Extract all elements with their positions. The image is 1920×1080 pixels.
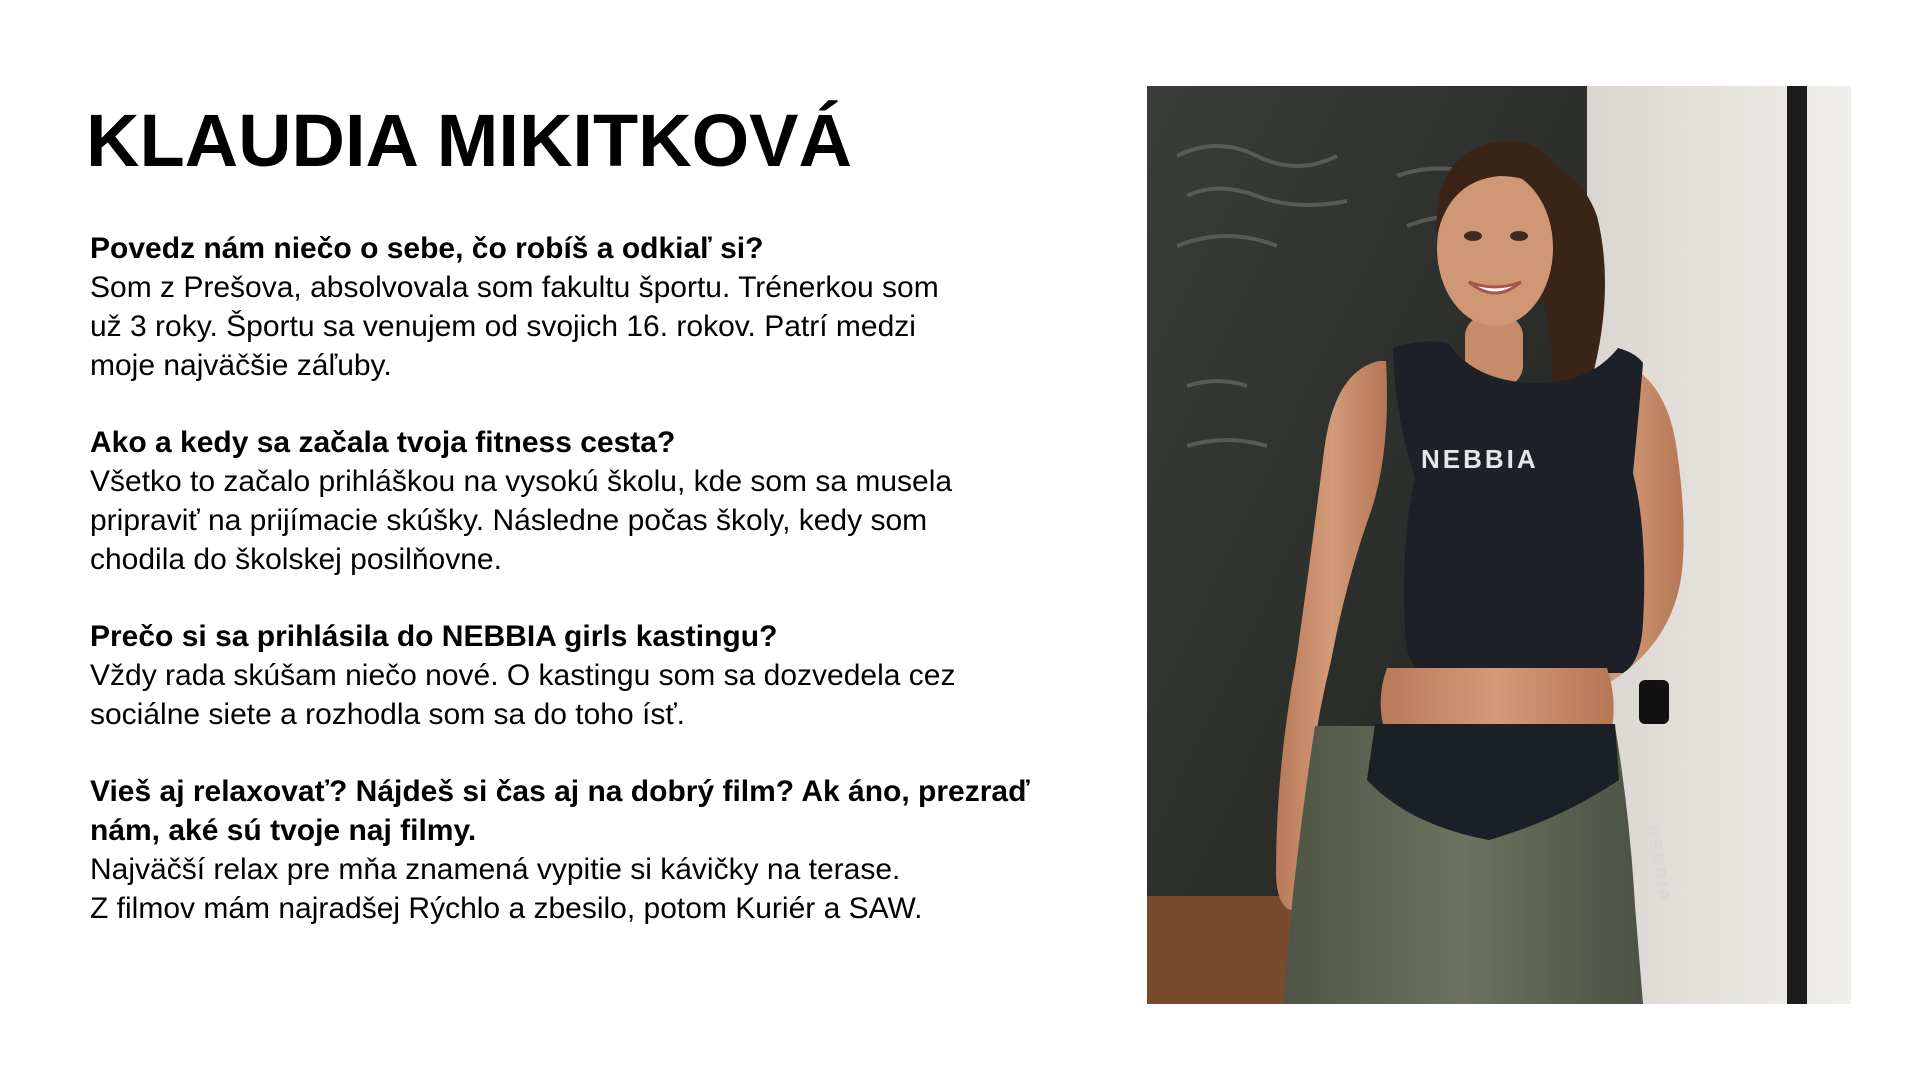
leggings-logo: NEBBIA xyxy=(1643,823,1674,905)
question-2: Ako a kedy sa začala tvoja fitness cesta? xyxy=(90,426,676,459)
answer-2-line-3: chodila do školskej posilňovne. xyxy=(90,543,502,576)
answer-1 xyxy=(90,268,1050,385)
answer-1-line-3: moje najväčšie záľuby. xyxy=(90,349,392,382)
wall-shelf-post xyxy=(1787,86,1807,1004)
answer-3-line-2: sociálne siete a rozhodla som sa do toho ísť. xyxy=(90,698,685,731)
question-4-line-2: nám, aké sú tvoje naj filmy. xyxy=(90,814,477,847)
answer-2-line-2: pripraviť na prijímacie skúšky. Následne počas školy, kedy som xyxy=(90,504,928,537)
answer-4-line-1: Najväčší relax pre mňa znamená vypitie si kávičky na terase. xyxy=(90,853,901,886)
qa-block-4 xyxy=(90,772,1050,928)
smart-watch xyxy=(1639,680,1669,724)
crop-top xyxy=(1393,341,1644,673)
answer-4-line-2: Z filmov mám najradšej Rýchlo a zbesilo, potom Kuriér a SAW. xyxy=(90,892,923,925)
question-4-line-1: Vieš aj relaxovať? Nájdeš si čas aj na dobrý film? Ak áno, prezraď xyxy=(90,775,1030,808)
interview-content xyxy=(90,229,1050,966)
question-4 xyxy=(90,772,1050,850)
answer-4 xyxy=(90,850,1050,928)
left-eye xyxy=(1464,231,1482,241)
shirt-logo: NEBBIA xyxy=(1421,444,1539,474)
answer-2 xyxy=(90,462,1050,579)
question-1: Povedz nám niečo o sebe, čo robíš a odkiaľ si? xyxy=(90,232,764,265)
midriff xyxy=(1381,668,1614,728)
portrait-photo xyxy=(1147,86,1851,1004)
page-title: KLAUDIA MIKITKOVÁ xyxy=(86,99,852,182)
qa-block-3 xyxy=(90,617,1050,734)
answer-2-line-1: Všetko to začalo prihláškou na vysokú školu, kde som sa musela xyxy=(90,465,953,498)
answer-1-line-1: Som z Prešova, absolvovala som fakultu športu. Trénerkou som xyxy=(90,271,939,304)
answer-1-line-2: už 3 roky. Športu sa venujem od svojich 16. rokov. Patrí medzi xyxy=(90,310,916,343)
answer-3-line-1: Vždy rada skúšam niečo nové. O kastingu som sa dozvedela cez xyxy=(90,659,956,692)
answer-3 xyxy=(90,656,1050,734)
right-eye xyxy=(1510,231,1528,241)
question-3: Prečo si sa prihlásila do NEBBIA girls kastingu? xyxy=(90,620,778,653)
portrait-illustration xyxy=(1147,86,1851,1004)
qa-block-1 xyxy=(90,229,1050,385)
qa-block-2 xyxy=(90,423,1050,579)
